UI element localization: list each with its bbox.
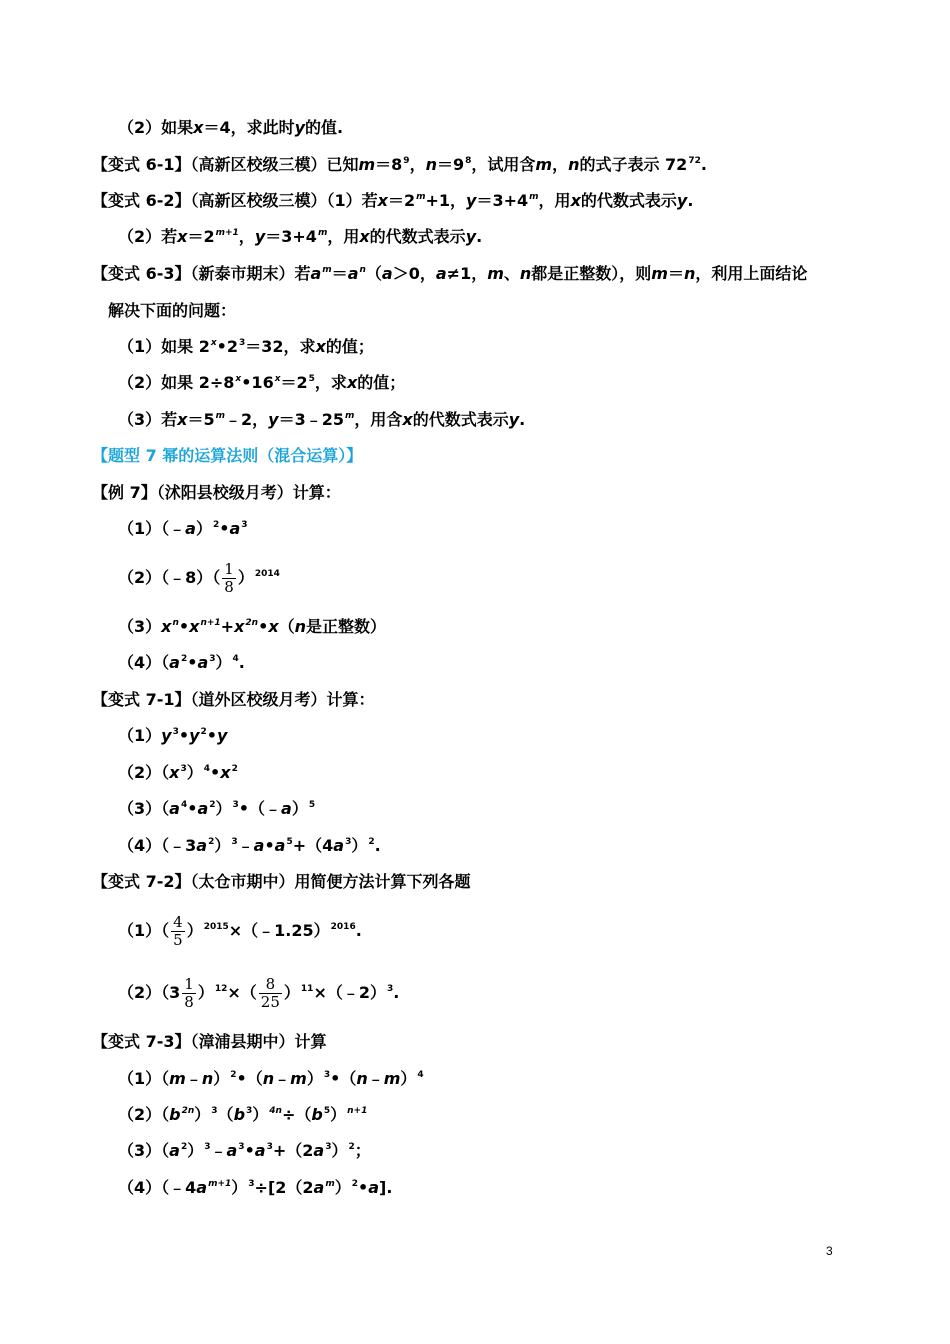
variant-7-1-part-2: $(2)(x^3)^4•x^2$	[118, 763, 238, 782]
variant-7-3-part-4: $(4)(﹣4a^{m+1})^3\div[2(2a^m)^2•a]$.	[118, 1178, 393, 1197]
variant-6-3-instruction: 解决下面的问题：	[108, 301, 237, 320]
example-7: 【例 7】（沭阳县校级月考）计算：	[92, 483, 341, 502]
variant-6-3-part-1: （1）如果 $2^x•2^3=32$，求x的值；	[118, 337, 374, 356]
variant-7-1: 【变式 7-1】（道外区校级月考）计算：	[92, 690, 375, 709]
variant-6-1: 【变式 6-1】（高新区校级三模）已知$m=8^9$，$n=9^8$，试用含m，n的式子表示 $72^{72}$.	[92, 155, 707, 174]
variant-6-3-part-3: （3）若$x=5^m﹣2$，$y=3﹣25^m$，用含x的代数式表示y.	[118, 410, 526, 429]
variant-7-1-part-4: $(4)(﹣3a^2)^3﹣a•a^5+(4a^3)^2$.	[118, 836, 381, 855]
section-heading-type-7: 【题型 7 幂的运算法则（混合运算）】	[92, 446, 363, 465]
example-7-part-2: （2）（﹣8）（ $\frac{1}{8}$ ）$^{2014}$	[118, 560, 280, 596]
variant-7-3-part-1: （1）（m﹣n）$^2$•（n﹣m）$^3$•（n﹣m）$^4$	[118, 1069, 424, 1088]
variant-7-3-part-2: $(2)(b^{2n})^3(b^3)^{4n}\div(b^5)^{n+1}$	[118, 1105, 368, 1124]
variant-7-2-part-1: （1）（ $\frac{4}{5}$ ）$^{2015}$×（﹣1.25）$^{2016}$.	[118, 913, 362, 949]
variant-7-2: 【变式 7-2】（太仓市期中）用简便方法计算下列各题	[92, 872, 471, 891]
variant-6-3: 【变式 6-3】（新泰市期末）若$a^m=a^n(a>0$，a≠1，m、n都是正整数），则m＝n，利用上面结论	[92, 264, 808, 283]
fraction: $\frac{1}{8}$	[224, 560, 234, 596]
variant-6-2: 【变式 6-2】（高新区校级三模）（1）若$x=2^m+1$，$y=3+4^m$，用x的代数式表示y.	[92, 191, 694, 210]
fraction: $\frac{1}{8}$	[184, 975, 194, 1011]
variant-7-3: 【变式 7-3】（漳浦县期中）计算	[92, 1032, 327, 1051]
example-7-part-4: $(4)(a^2•a^3)^4$.	[118, 653, 245, 672]
fraction: $\frac{4}{5}$	[173, 913, 183, 949]
variant-7-1-part-3: $(3)(a^4•a^2)^3•(﹣a)^5$	[118, 799, 316, 818]
variant-6-2-part-2: （2）若$x=2^{m+1}$，$y=3+4^m$，用x的代数式表示y.	[118, 227, 483, 246]
page-number: 3	[826, 1244, 833, 1258]
example-7-part-3: $(3)x^n•x^{n+1}+x^{2n}•x(n$是正整数）	[118, 617, 387, 636]
variant-7-2-part-2: （2）（3 $\frac{1}{8}$ ）$^{12}$×（ $\frac{8}{25}$ ）$^{11}$×（﹣2）$^3$.	[118, 975, 400, 1011]
fraction: $\frac{8}{25}$	[260, 975, 280, 1011]
question-part-2: （2）如果x＝4，求此时y的值.	[118, 118, 344, 137]
variant-6-3-part-2: （2）如果 $2\div 8^x•16^x=2^5$，求x的值；	[118, 373, 406, 392]
variant-7-1-part-1: $(1)y^3•y^2•y$	[118, 726, 228, 745]
variant-7-3-part-3: $(3)(a^2)^3﹣a^3•a^3+(2a^3)^2$；	[118, 1141, 371, 1160]
example-7-part-1: $(1)(﹣a)^2•a^3$	[118, 519, 248, 538]
